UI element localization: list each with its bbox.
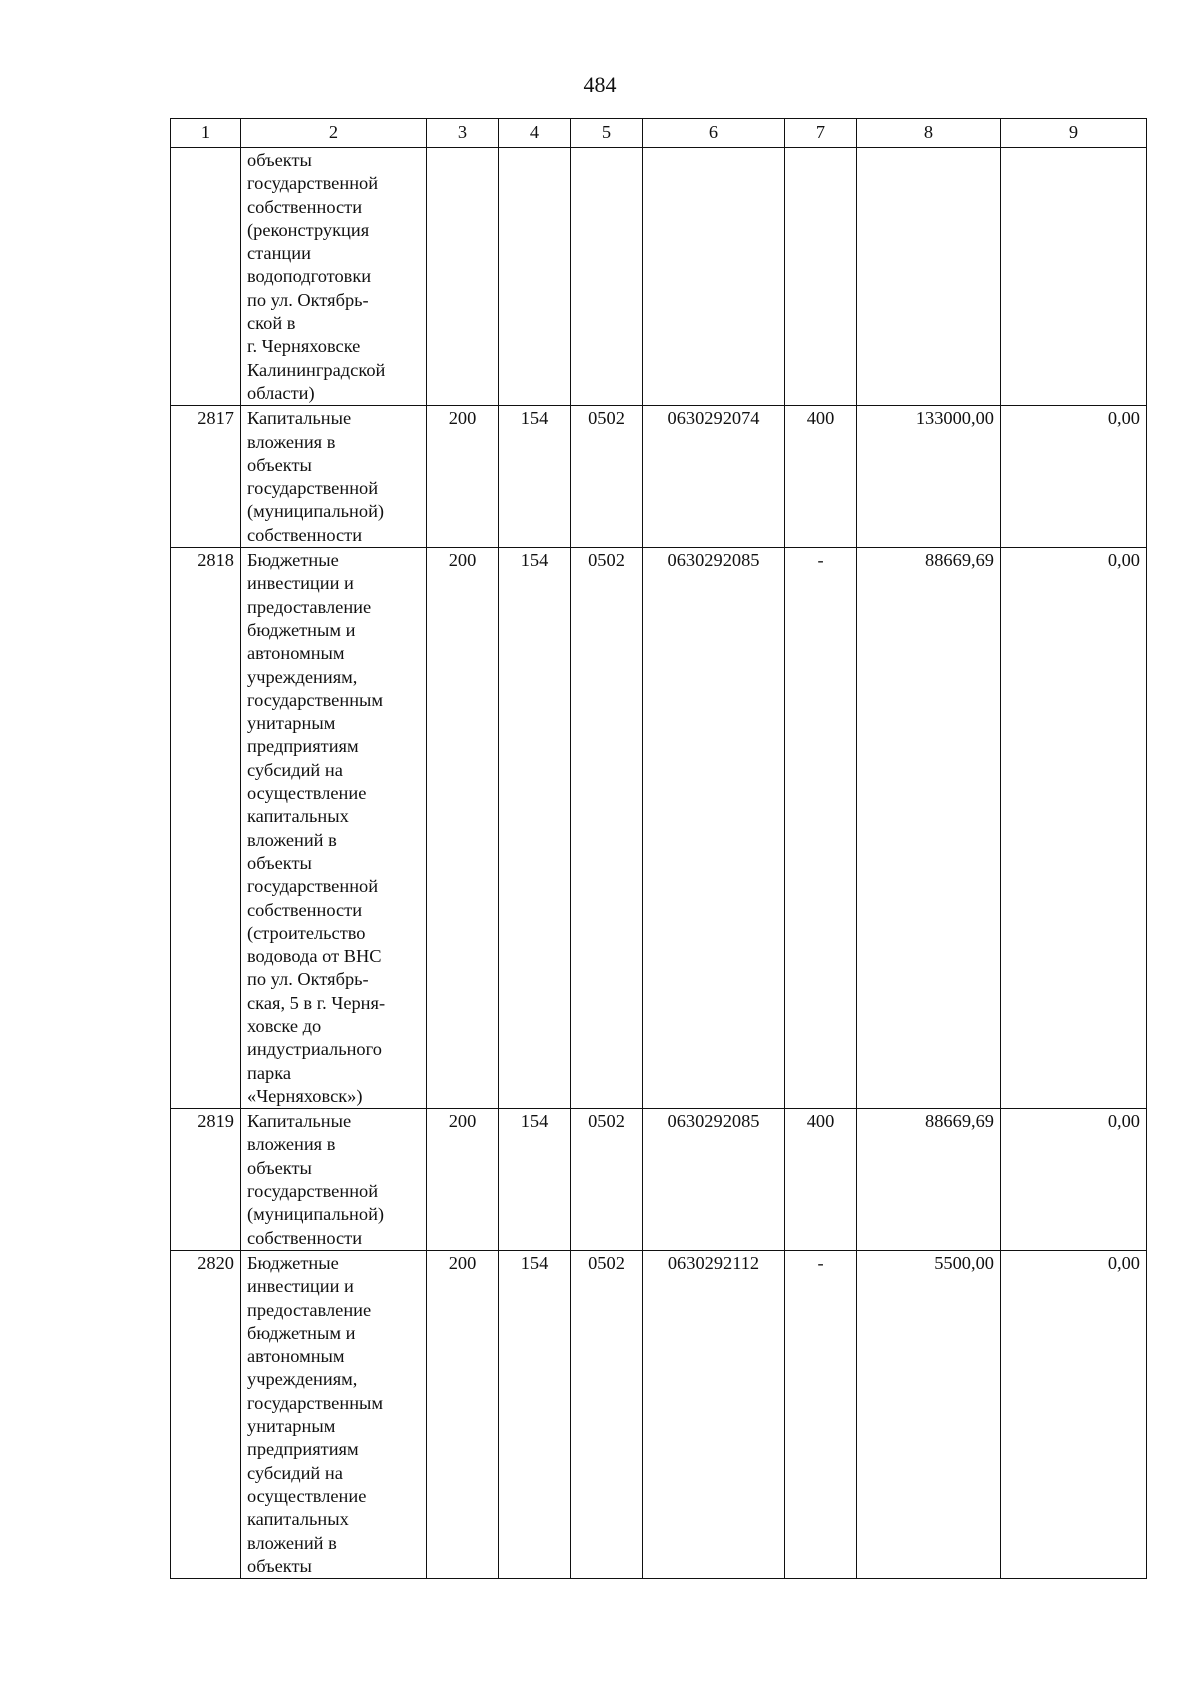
cell-col5: 0502: [571, 1109, 643, 1251]
cell-col3: [427, 148, 499, 406]
cell-col5: 0502: [571, 1250, 643, 1578]
row-number: 2819: [171, 1109, 241, 1251]
cell-col3: 200: [427, 548, 499, 1109]
row-name: Капитальные вложения в объекты государственной (муниципальной) собственности: [241, 1109, 427, 1251]
cell-col8: 5500,00: [857, 1250, 1001, 1578]
cell-col3: 200: [427, 1109, 499, 1251]
cell-col7: -: [785, 548, 857, 1109]
cell-col4: 154: [499, 1250, 571, 1578]
row-number: 2820: [171, 1250, 241, 1578]
row-name: Бюджетные инвестиции и предоставление бюджетным и автономным учреждениям, государственным унитарным предприятиям субсидий на осуществление капитальных вложений в объекты государственной собственности (строительство водовода от ВНС по ул. Октябрь- ская, 5 в г. Черня- ховске до индустриального парка «Черняховск»): [241, 548, 427, 1109]
row-name: объекты государственной собственности (реконструкция станции водоподготовки по ул. Октябрь- ской в г. Черняховске Калининградской области): [241, 148, 427, 406]
cell-col5: [571, 148, 643, 406]
column-header: 2: [241, 119, 427, 148]
cell-col7: 400: [785, 1109, 857, 1251]
cell-col3: 200: [427, 406, 499, 548]
header-row: [171, 119, 1147, 148]
cell-col4: 154: [499, 1109, 571, 1251]
cell-col9: [1001, 148, 1147, 406]
cell-col6: 0630292085: [643, 548, 785, 1109]
table-row: [171, 1109, 1147, 1251]
column-header: 7: [785, 119, 857, 148]
table-row: [171, 148, 1147, 406]
table-row: [171, 548, 1147, 1109]
cell-col5: 0502: [571, 548, 643, 1109]
row-number: 2818: [171, 548, 241, 1109]
page-number: 484: [583, 72, 617, 97]
table-row: [171, 1250, 1147, 1578]
cell-col8: 88669,69: [857, 548, 1001, 1109]
column-header: 6: [643, 119, 785, 148]
cell-col6: 0630292085: [643, 1109, 785, 1251]
cell-col9: 0,00: [1001, 1250, 1147, 1578]
column-header: 4: [499, 119, 571, 148]
column-header: 3: [427, 119, 499, 148]
cell-col4: 154: [499, 406, 571, 548]
cell-col9: 0,00: [1001, 548, 1147, 1109]
row-name: Капитальные вложения в объекты государственной (муниципальной) собственности: [241, 406, 427, 548]
cell-col8: 88669,69: [857, 1109, 1001, 1251]
column-header: 9: [1001, 119, 1147, 148]
cell-col3: 200: [427, 1250, 499, 1578]
row-number: 2817: [171, 406, 241, 548]
cell-col7: -: [785, 1250, 857, 1578]
cell-col6: [643, 148, 785, 406]
cell-col8: [857, 148, 1001, 406]
cell-col5: 0502: [571, 406, 643, 548]
cell-col8: 133000,00: [857, 406, 1001, 548]
cell-col9: 0,00: [1001, 1109, 1147, 1251]
cell-col7: [785, 148, 857, 406]
budget-table: [170, 118, 1147, 1579]
cell-col4: [499, 148, 571, 406]
cell-col9: 0,00: [1001, 406, 1147, 548]
table-row: [171, 406, 1147, 548]
cell-col7: 400: [785, 406, 857, 548]
row-number: [171, 148, 241, 406]
cell-col6: 0630292112: [643, 1250, 785, 1578]
column-header: 5: [571, 119, 643, 148]
cell-col4: 154: [499, 548, 571, 1109]
column-header: 8: [857, 119, 1001, 148]
column-header: 1: [171, 119, 241, 148]
cell-col6: 0630292074: [643, 406, 785, 548]
row-name: Бюджетные инвестиции и предоставление бюджетным и автономным учреждениям, государственным унитарным предприятиям субсидий на осуществление капитальных вложений в объекты: [241, 1250, 427, 1578]
